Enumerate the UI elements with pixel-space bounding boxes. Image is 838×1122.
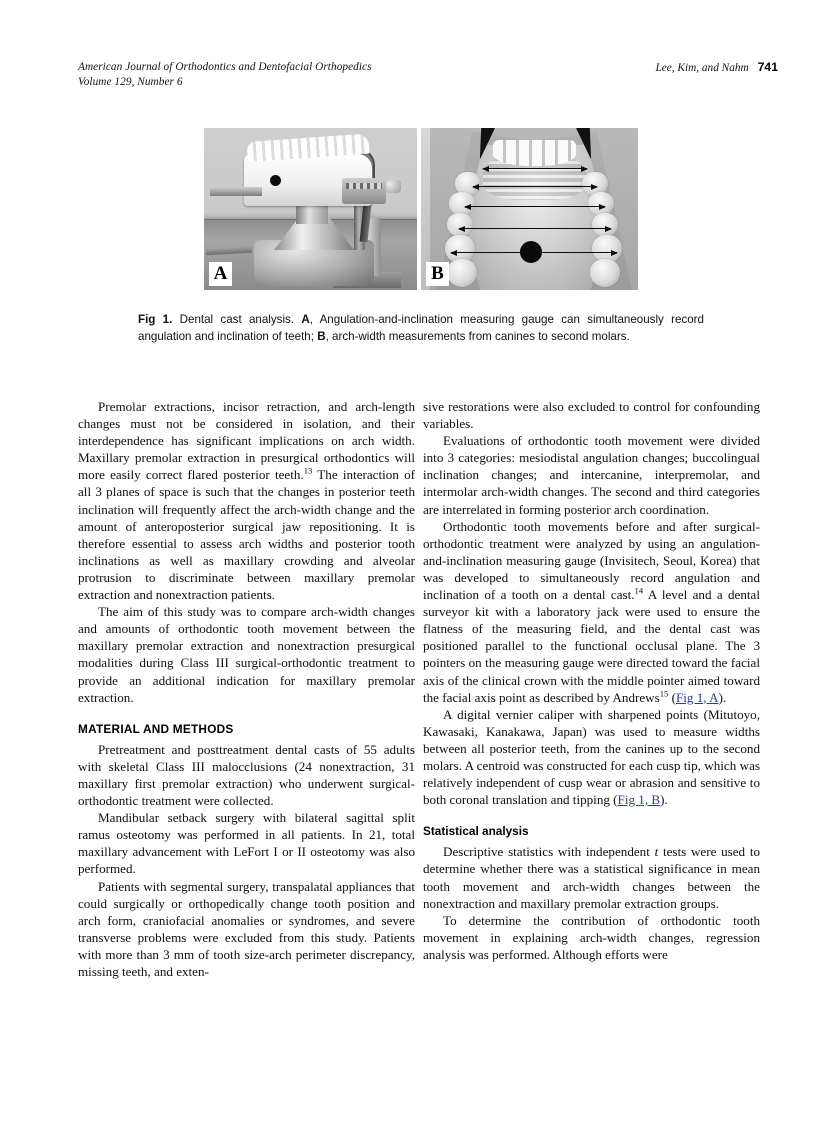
citation-13: 13 bbox=[303, 466, 313, 477]
para-text-paren-open: ( bbox=[668, 689, 676, 705]
figure-caption-label: Fig 1. bbox=[138, 313, 173, 326]
figure-caption-bold-b: B bbox=[317, 330, 326, 344]
paragraph-sample: Pretreatment and posttreatment dental casts of 55 adults with skeletal Class III malocclusions (24 nonextraction, 31 maxillary first premolar extraction) who underwent surgical-orthodontic treatment were collected. bbox=[78, 741, 415, 809]
arch-width-arrow-first-premolar bbox=[473, 186, 597, 187]
citation-15: 15 bbox=[659, 688, 669, 699]
paragraph-vernier-caliper bbox=[423, 706, 760, 809]
paragraph-measuring-gauge bbox=[423, 518, 760, 706]
para-text-cont: tests were used to determine whether there was a statistical significance in mean tooth movement and arch-width changes between the nonextraction and maxillary premolar extraction groups. bbox=[423, 844, 760, 911]
lock-knob-icon bbox=[385, 180, 401, 193]
page-number: 741 bbox=[757, 60, 778, 74]
cast-clamp bbox=[342, 178, 386, 204]
journal-title: American Journal of Orthodontics and Dentofacial Orthopedics bbox=[78, 61, 372, 73]
figure-1 bbox=[204, 128, 638, 290]
figure-caption-text-2: , Angulation-and-inclination measuring gauge can simultaneously record angulation and inclination of teeth; bbox=[138, 313, 704, 344]
figure-panel-a bbox=[204, 128, 417, 290]
tooth-left-second-molar bbox=[447, 259, 477, 287]
arch-width-arrow-second-premolar bbox=[465, 206, 605, 207]
panel-b-label: B bbox=[426, 262, 449, 286]
dental-gauge-photo bbox=[204, 128, 417, 290]
volume-issue: Volume 129, Number 6 bbox=[78, 75, 183, 88]
running-head-left bbox=[78, 60, 372, 89]
left-upper-rod bbox=[210, 187, 262, 196]
para-text-cont: A level and a dental surveyor kit with a laboratory jack were used to ensure the flatness of the measuring field, and the dental cast was positioned parallel to the functional occlusal plane. The 3 pointers on the measuring gauge were directed toward the facial axis of the clinical crown with the middle pointer aimed toward the facial axis point as described by Andrews bbox=[423, 587, 760, 705]
figure-panel-b bbox=[421, 128, 638, 290]
para-text: A digital vernier caliper with sharpened points (Mitutoyo, Kawasaki, Kanakawa, Japan) was used to measure widths between all posterior teeth, from the canines up to the second molars. A centroid was constructed for each cusp tip, which was relatively independent of cusp wear or abrasion and sensitive to both coronal translation and tipping ( bbox=[423, 706, 760, 808]
panel-a-label: A bbox=[209, 262, 232, 286]
tooth-right-second-molar bbox=[590, 259, 620, 287]
figure-caption-bold-a: A bbox=[301, 313, 310, 326]
arch-width-arrow-first-molar bbox=[459, 228, 611, 229]
para-text-cont: ). bbox=[660, 792, 668, 808]
paragraph-exclusions-cont: sive restorations were also excluded to control for confounding variables. bbox=[423, 399, 760, 432]
paragraph-study-aim: The aim of this study was to compare arch-width changes and amounts of orthodontic tooth movement between the maxillary premolar extraction and nonextraction presurgical modalities during Class III surgical-orthodontic treatment to provide an additional indication for maxillary premolar extraction. bbox=[78, 604, 415, 705]
citation-14: 14 bbox=[634, 585, 644, 596]
figure-reference-link-1b[interactable]: Fig 1, B bbox=[617, 792, 661, 808]
subsection-heading-statistical-analysis: Statistical analysis bbox=[423, 824, 529, 839]
incisor-row bbox=[493, 140, 576, 166]
section-heading-material-and-methods: MATERIAL AND METHODS bbox=[78, 721, 234, 736]
figure-caption bbox=[138, 311, 704, 345]
running-head-right bbox=[655, 60, 778, 76]
figure-caption-text-1: Dental cast analysis. bbox=[172, 313, 302, 326]
gauge-stem bbox=[296, 204, 328, 224]
para-text-paren-close: ). bbox=[718, 689, 727, 705]
para-text: Descriptive statistics with independent bbox=[443, 844, 655, 860]
reference-dot-marker bbox=[270, 175, 281, 186]
running-head bbox=[78, 60, 778, 90]
body-column-right bbox=[423, 398, 760, 963]
paragraph-descriptive-statistics bbox=[423, 843, 760, 911]
paragraph-premolar-extractions bbox=[78, 398, 415, 603]
t-test-symbol: t bbox=[654, 844, 659, 860]
paragraph-exclusions: Patients with segmental surgery, transpalatal appliances that could surgically or orthopedically change tooth position and arch form, craniofacial anomalies or syndromes, and severe transverse problems were excluded from this study. Patients with more than 3 mm of tooth size-arch perimeter discrepancy, missing teeth, and exten- bbox=[78, 878, 415, 979]
para-text: Premolar extractions, incisor retraction, and arch-length changes must not be considered in isolation, and their interdependence has significant implications on arch width. Maxillary premolar extraction in presurgical orthodontics will more easily correct flared posterior teeth. bbox=[78, 399, 415, 483]
centroid-reference-dot bbox=[520, 241, 542, 263]
author-names: Lee, Kim, and Nahm bbox=[655, 62, 749, 74]
paragraph-surgery: Mandibular setback surgery with bilateral sagittal split ramus osteotomy was performed in all patients. In 21, total maxillary advancement with LeFort I or II osteotomy was also performed. bbox=[78, 810, 415, 877]
figure-caption-text-3: , arch-width measurements from canines to second molars. bbox=[325, 330, 630, 344]
para-text: Orthodontic tooth movements before and after surgical-orthodontic treatment were analyzed by using an angulation-and-inclination measuring gauge (Invisitech, Seoul, Korea) that was developed to simultaneously record angulation and inclination of a tooth on a dental cast. bbox=[423, 518, 760, 603]
body-column-left bbox=[78, 398, 415, 980]
arch-width-arrow-intercanine bbox=[483, 168, 587, 169]
paragraph-evaluation-categories: Evaluations of orthodontic tooth movement were divided into 3 categories: mesiodistal angulation changes; buccolingual inclination changes; and intercanine, interpremolar, and intermolar arch-width changes. The second and third categories are interrelated in forming posterior arch coordination. bbox=[423, 433, 760, 517]
figure-reference-link-1a[interactable]: Fig 1, A bbox=[675, 689, 719, 705]
paragraph-regression: To determine the contribution of orthodontic tooth movement in explaining arch-width changes, regression analysis was performed. Although efforts were bbox=[423, 912, 760, 962]
para-text-cont: The interaction of all 3 planes of space is such that the changes in posterior teeth inclination will frequently affect the arch-width change and the amount of anteroposterior surgical jaw repositioning. It is therefore essential to assess arch widths and posterior tooth inclinations as well as maxillary crowding and alveolar protrusion to discriminate between maxillary premolar extraction and nonextraction patients. bbox=[78, 467, 415, 603]
maxillary-cast-occlusal-photo bbox=[421, 128, 638, 290]
